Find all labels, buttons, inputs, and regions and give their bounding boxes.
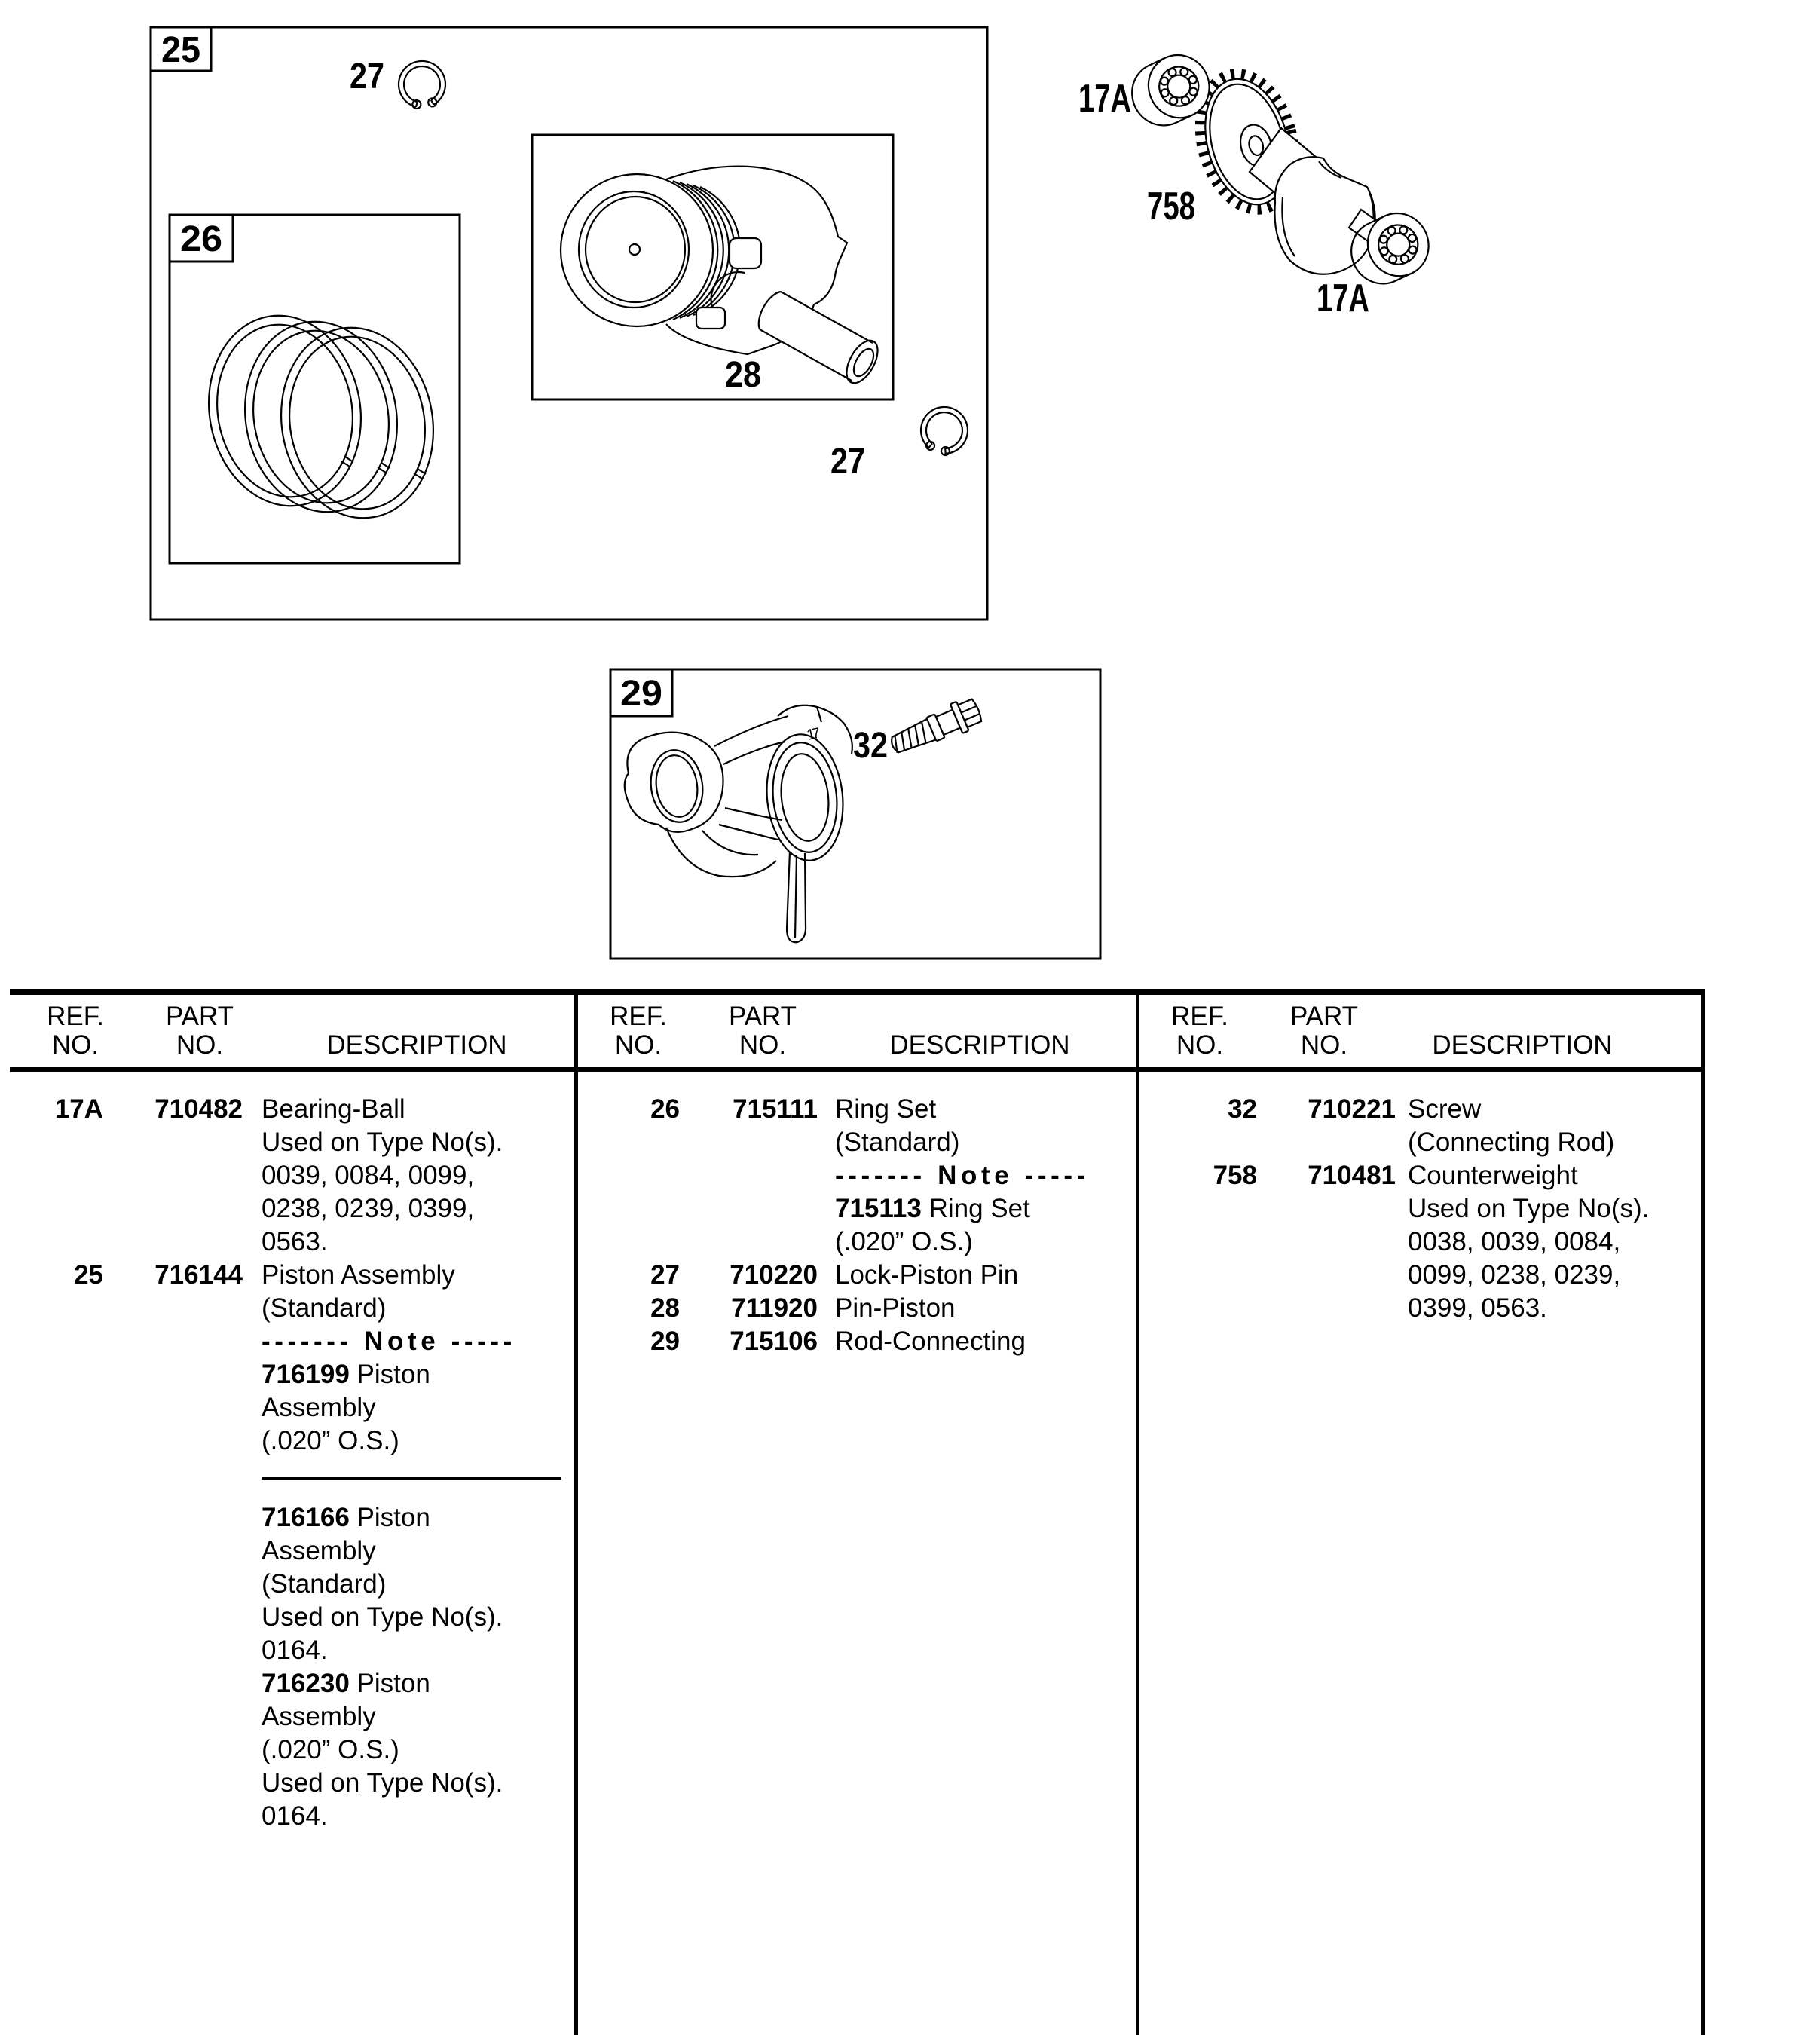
header-description: DESCRIPTION <box>1432 1030 1613 1060</box>
piston-ring-set-drawing <box>194 304 448 531</box>
description: 716199 Piston <box>262 1360 430 1389</box>
description: Pin-Piston <box>835 1293 956 1323</box>
header-description: DESCRIPTION <box>889 1030 1070 1060</box>
description: Used on Type No(s). <box>262 1602 503 1632</box>
description: (Standard) <box>835 1128 960 1157</box>
header-description: DESCRIPTION <box>326 1030 507 1060</box>
table-top-rule <box>10 989 1705 995</box>
description: 0238, 0239, 0399, <box>262 1194 475 1223</box>
description: (.020” O.S.) <box>835 1227 973 1256</box>
callout-758: 758 <box>1147 185 1195 228</box>
callout-26: 26 <box>180 219 222 259</box>
pin-lock-clip-top-icon <box>393 56 451 114</box>
header-ref: NO. <box>51 1030 99 1060</box>
description: (Connecting Rod) <box>1408 1128 1615 1157</box>
piston-pin-drawing <box>759 292 884 388</box>
parts-diagram <box>0 0 1820 980</box>
note-line: ------- Note ----- <box>835 1161 1090 1190</box>
rod-cast-mark: 17 <box>805 724 822 744</box>
description: Used on Type No(s). <box>262 1768 503 1798</box>
description: Assembly <box>262 1393 376 1422</box>
note-separator-rule <box>262 1477 561 1480</box>
description: Counterweight <box>1408 1161 1578 1190</box>
callout-29: 29 <box>620 674 662 714</box>
callout-27-top: 27 <box>350 57 384 96</box>
rod-screw-drawing <box>886 695 984 760</box>
description: 715113 Ring Set <box>835 1194 1030 1223</box>
header-part: PART <box>165 1002 234 1031</box>
ref-no: 28 <box>650 1293 680 1323</box>
connecting-rod-drawing <box>625 705 852 942</box>
callout-32: 32 <box>853 726 888 766</box>
description: 0563. <box>262 1227 328 1256</box>
description: 0164. <box>262 1801 328 1831</box>
description: (Standard) <box>262 1569 387 1599</box>
ref-no: 17A <box>54 1094 103 1124</box>
description: 716230 Piston <box>262 1669 430 1698</box>
description: (.020” O.S.) <box>262 1735 399 1764</box>
description: 0038, 0039, 0084, <box>1408 1227 1621 1256</box>
part-no: 715106 <box>730 1327 818 1356</box>
description: Ring Set <box>835 1094 937 1124</box>
header-part: NO. <box>176 1030 224 1060</box>
description: 716166 Piston <box>262 1503 430 1532</box>
part-no: 710481 <box>1308 1161 1396 1190</box>
detail-box-29 <box>610 669 1100 959</box>
description: 0399, 0563. <box>1408 1293 1547 1323</box>
note-line: ------- Note ----- <box>262 1327 516 1356</box>
description: 0039, 0084, 0099, <box>262 1161 475 1190</box>
counterweight-assembly-drawing <box>1121 45 1439 294</box>
description: 0164. <box>262 1636 328 1665</box>
description: Assembly <box>262 1536 376 1565</box>
table-column-divider-1 <box>574 989 578 2035</box>
description: Rod-Connecting <box>835 1327 1026 1356</box>
callout-27-bottom: 27 <box>830 442 865 482</box>
part-no: 710220 <box>730 1260 818 1290</box>
callout-28: 28 <box>725 355 761 395</box>
ref-no: 758 <box>1213 1161 1257 1190</box>
header-ref: NO. <box>614 1030 662 1060</box>
callout-17a-left: 17A <box>1078 77 1131 121</box>
header-part: NO. <box>739 1030 787 1060</box>
table-column-divider-2 <box>1136 989 1139 2035</box>
ref-no: 26 <box>650 1094 680 1124</box>
table-header-rule <box>10 1067 1705 1072</box>
description: Assembly <box>262 1702 376 1731</box>
pin-lock-clip-bottom-icon <box>916 402 972 459</box>
description: Used on Type No(s). <box>1408 1194 1650 1223</box>
callout-17a-right: 17A <box>1317 277 1369 320</box>
header-part: PART <box>1289 1002 1359 1031</box>
ref-no: 29 <box>650 1327 680 1356</box>
ref-no: 25 <box>74 1260 103 1290</box>
part-no: 715111 <box>733 1094 818 1124</box>
part-no: 710221 <box>1308 1094 1396 1124</box>
part-no: 716144 <box>154 1260 243 1290</box>
callout-25: 25 <box>161 30 200 70</box>
table-right-border <box>1701 989 1705 2035</box>
description: Used on Type No(s). <box>262 1128 503 1157</box>
part-no: 711920 <box>731 1293 818 1323</box>
header-part: NO. <box>1300 1030 1348 1060</box>
header-ref: REF. <box>610 1002 667 1031</box>
description: Lock-Piston Pin <box>835 1260 1019 1290</box>
header-ref: REF. <box>47 1002 104 1031</box>
header-ref: NO. <box>1176 1030 1224 1060</box>
ref-no: 32 <box>1228 1094 1257 1124</box>
description: Screw <box>1408 1094 1482 1124</box>
part-no: 710482 <box>154 1094 243 1124</box>
detail-box-25 <box>151 27 987 620</box>
description: 0099, 0238, 0239, <box>1408 1260 1621 1290</box>
header-part: PART <box>728 1002 797 1031</box>
description: (Standard) <box>262 1293 387 1323</box>
description: (.020” O.S.) <box>262 1426 399 1455</box>
ref-no: 27 <box>650 1260 680 1290</box>
description: Bearing-Ball <box>262 1094 405 1124</box>
header-ref: REF. <box>1171 1002 1228 1031</box>
description: Piston Assembly <box>262 1260 455 1290</box>
